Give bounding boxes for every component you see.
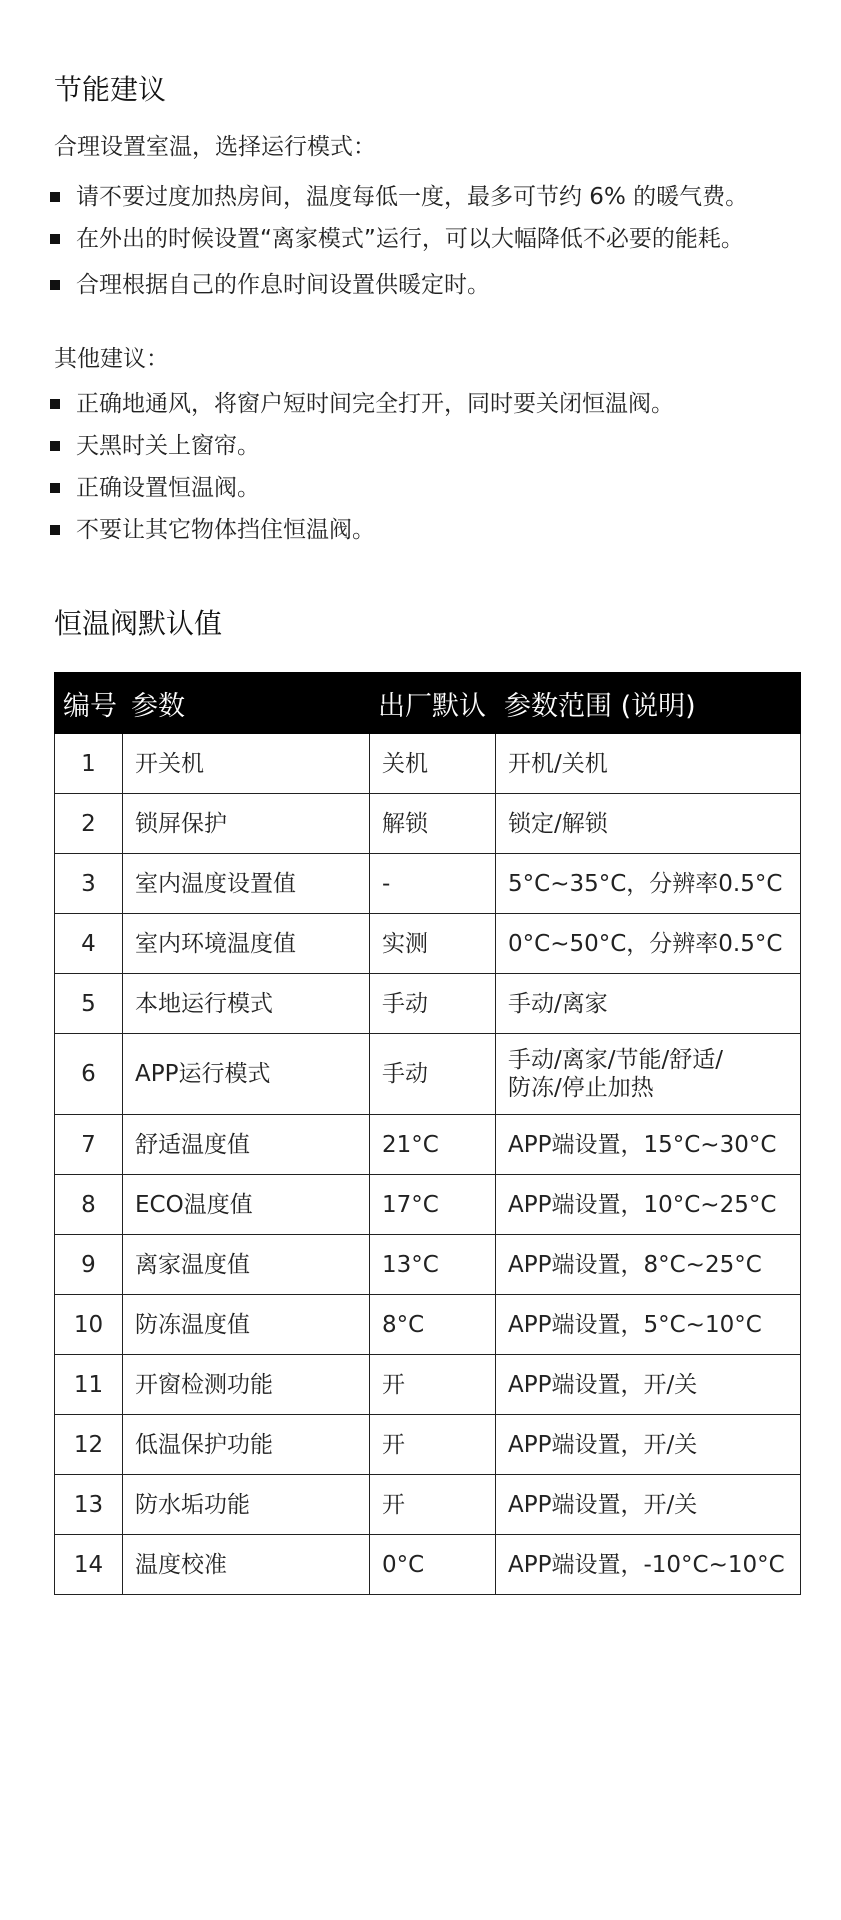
row-parameter: 室内温度设置值 [123, 854, 370, 914]
table-row [55, 1115, 801, 1175]
table-row [55, 854, 801, 914]
row-range: APP端设置，开/关 [496, 1355, 801, 1415]
energy-saving-intro: 合理设置室温，选择运行模式： [54, 134, 376, 160]
header-parameter: 参数 [123, 673, 370, 734]
row-range: 锁定/解锁 [496, 794, 801, 854]
list-item: 正确设置恒温阀。 [50, 467, 674, 509]
row-range: APP端设置，5°C~10°C [496, 1295, 801, 1355]
header-number: 编号 [55, 673, 123, 734]
row-parameter: 防水垢功能 [123, 1475, 370, 1535]
row-number: 13 [55, 1475, 123, 1535]
row-default: 解锁 [370, 794, 496, 854]
list-item: 天黑时关上窗帘。 [50, 425, 674, 467]
row-parameter: 温度校准 [123, 1535, 370, 1595]
row-number: 6 [55, 1034, 123, 1115]
row-range: APP端设置，开/关 [496, 1475, 801, 1535]
square-bullet-icon [50, 192, 60, 202]
row-parameter: 低温保护功能 [123, 1415, 370, 1475]
header-range: 参数范围 (说明) [496, 673, 801, 734]
row-number: 10 [55, 1295, 123, 1355]
row-range: APP端设置，10°C~25°C [496, 1175, 801, 1235]
row-number: 3 [55, 854, 123, 914]
table-row [55, 1175, 801, 1235]
row-default: 开 [370, 1355, 496, 1415]
header-factory-default: 出厂默认 [370, 673, 496, 734]
row-default: 开 [370, 1415, 496, 1475]
row-range: 开机/关机 [496, 734, 801, 794]
row-range [496, 1034, 801, 1115]
square-bullet-icon [50, 280, 60, 290]
square-bullet-icon [50, 525, 60, 535]
row-range: APP端设置，-10°C~10°C [496, 1535, 801, 1595]
table-row [55, 1415, 801, 1475]
row-number: 7 [55, 1115, 123, 1175]
row-parameter: 防冻温度值 [123, 1295, 370, 1355]
row-parameter: 离家温度值 [123, 1235, 370, 1295]
row-number: 5 [55, 974, 123, 1034]
row-default: 17°C [370, 1175, 496, 1235]
row-default: 手动 [370, 1034, 496, 1115]
row-parameter: 舒适温度值 [123, 1115, 370, 1175]
table-row [55, 1535, 801, 1595]
table-row [55, 1295, 801, 1355]
row-parameter: ECO温度值 [123, 1175, 370, 1235]
table-row [55, 1235, 801, 1295]
list-item: 请不要过度加热房间，温度每低一度，最多可节约 6% 的暖气费。 [50, 176, 748, 218]
row-range: APP端设置，8°C~25°C [496, 1235, 801, 1295]
row-parameter: 锁屏保护 [123, 794, 370, 854]
row-number: 12 [55, 1415, 123, 1475]
row-default: - [370, 854, 496, 914]
list-item: 正确地通风，将窗户短时间完全打开，同时要关闭恒温阀。 [50, 383, 674, 425]
table-row [55, 734, 801, 794]
row-number: 2 [55, 794, 123, 854]
row-range-line: 手动/离家/节能/舒适/ [508, 1047, 723, 1073]
list-item: 合理根据自己的作息时间设置供暖定时。 [50, 260, 748, 310]
table-row [55, 1475, 801, 1535]
row-default: 实测 [370, 914, 496, 974]
table-header-row [55, 673, 801, 734]
row-number: 8 [55, 1175, 123, 1235]
square-bullet-icon [50, 399, 60, 409]
default-values-table [54, 672, 801, 1595]
row-range: 手动/离家 [496, 974, 801, 1034]
row-parameter: APP运行模式 [123, 1034, 370, 1115]
row-range: APP端设置，开/关 [496, 1415, 801, 1475]
other-tips-intro: 其他建议： [54, 346, 169, 372]
row-range: 0°C~50°C，分辨率0.5°C [496, 914, 801, 974]
row-default: 21°C [370, 1115, 496, 1175]
list-item: 不要让其它物体挡住恒温阀。 [50, 509, 674, 551]
table-row [55, 1034, 801, 1115]
row-parameter: 开关机 [123, 734, 370, 794]
row-default: 手动 [370, 974, 496, 1034]
row-parameter: 本地运行模式 [123, 974, 370, 1034]
row-range: 5°C~35°C，分辨率0.5°C [496, 854, 801, 914]
row-number: 14 [55, 1535, 123, 1595]
row-range: APP端设置，15°C~30°C [496, 1115, 801, 1175]
energy-saving-list [50, 176, 748, 310]
row-default: 13°C [370, 1235, 496, 1295]
row-number: 4 [55, 914, 123, 974]
table-row [55, 974, 801, 1034]
square-bullet-icon [50, 483, 60, 493]
default-values-heading: 恒温阀默认值 [54, 607, 223, 640]
other-tips-list [50, 383, 674, 551]
row-parameter: 开窗检测功能 [123, 1355, 370, 1415]
row-default: 8°C [370, 1295, 496, 1355]
row-range-line: 防冻/停止加热 [508, 1075, 654, 1101]
table-row [55, 1355, 801, 1415]
square-bullet-icon [50, 441, 60, 451]
list-item: 在外出的时候设置“离家模式”运行，可以大幅降低不必要的能耗。 [50, 218, 748, 260]
table-row [55, 914, 801, 974]
row-number: 9 [55, 1235, 123, 1295]
row-number: 11 [55, 1355, 123, 1415]
table-row [55, 794, 801, 854]
energy-saving-heading: 节能建议 [54, 73, 167, 106]
row-default: 关机 [370, 734, 496, 794]
row-default: 开 [370, 1475, 496, 1535]
row-default: 0°C [370, 1535, 496, 1595]
row-number: 1 [55, 734, 123, 794]
row-parameter: 室内环境温度值 [123, 914, 370, 974]
square-bullet-icon [50, 234, 60, 244]
